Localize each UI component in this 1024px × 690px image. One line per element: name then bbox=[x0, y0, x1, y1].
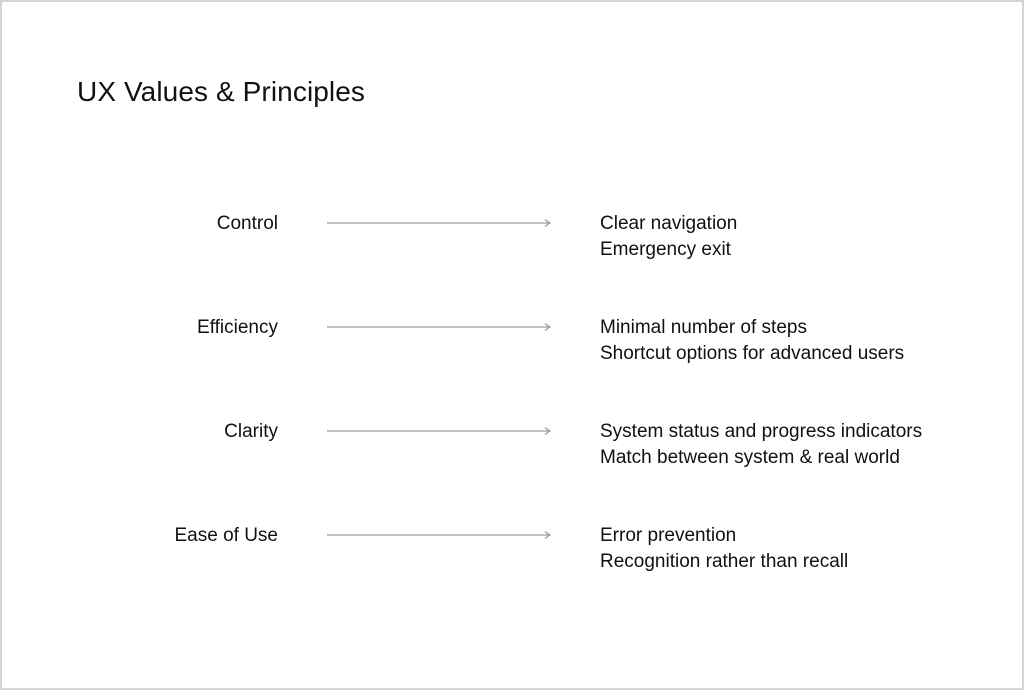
principle-item: System status and progress indicators bbox=[600, 421, 923, 442]
value-row-ease-of-use bbox=[2, 523, 1024, 583]
right-arrow-icon bbox=[327, 321, 553, 333]
value-row-clarity bbox=[2, 419, 1024, 479]
principle-item: Clear navigation bbox=[600, 213, 738, 234]
principle-item: Minimal number of steps bbox=[600, 317, 807, 338]
value-label: Clarity bbox=[224, 421, 278, 442]
value-label: Efficiency bbox=[197, 317, 278, 338]
principles-list bbox=[600, 419, 922, 471]
principle-item: Error prevention bbox=[600, 525, 737, 546]
page-title: UX Values & Principles bbox=[77, 76, 366, 107]
right-arrow-icon bbox=[327, 529, 553, 541]
principles-list bbox=[600, 211, 737, 263]
value-label: Ease of Use bbox=[174, 525, 278, 546]
principle-item: Recognition rather than recall bbox=[600, 551, 849, 572]
principles-list bbox=[600, 523, 848, 575]
value-label: Control bbox=[216, 213, 278, 234]
value-row-control bbox=[2, 211, 1024, 271]
principle-item: Emergency exit bbox=[600, 239, 731, 260]
principles-list bbox=[600, 315, 904, 367]
right-arrow-icon bbox=[327, 217, 553, 229]
principle-item: Shortcut options for advanced users bbox=[600, 343, 905, 364]
principle-item: Match between system & real world bbox=[600, 447, 900, 468]
right-arrow-icon bbox=[327, 425, 553, 437]
value-row-efficiency bbox=[2, 315, 1024, 375]
